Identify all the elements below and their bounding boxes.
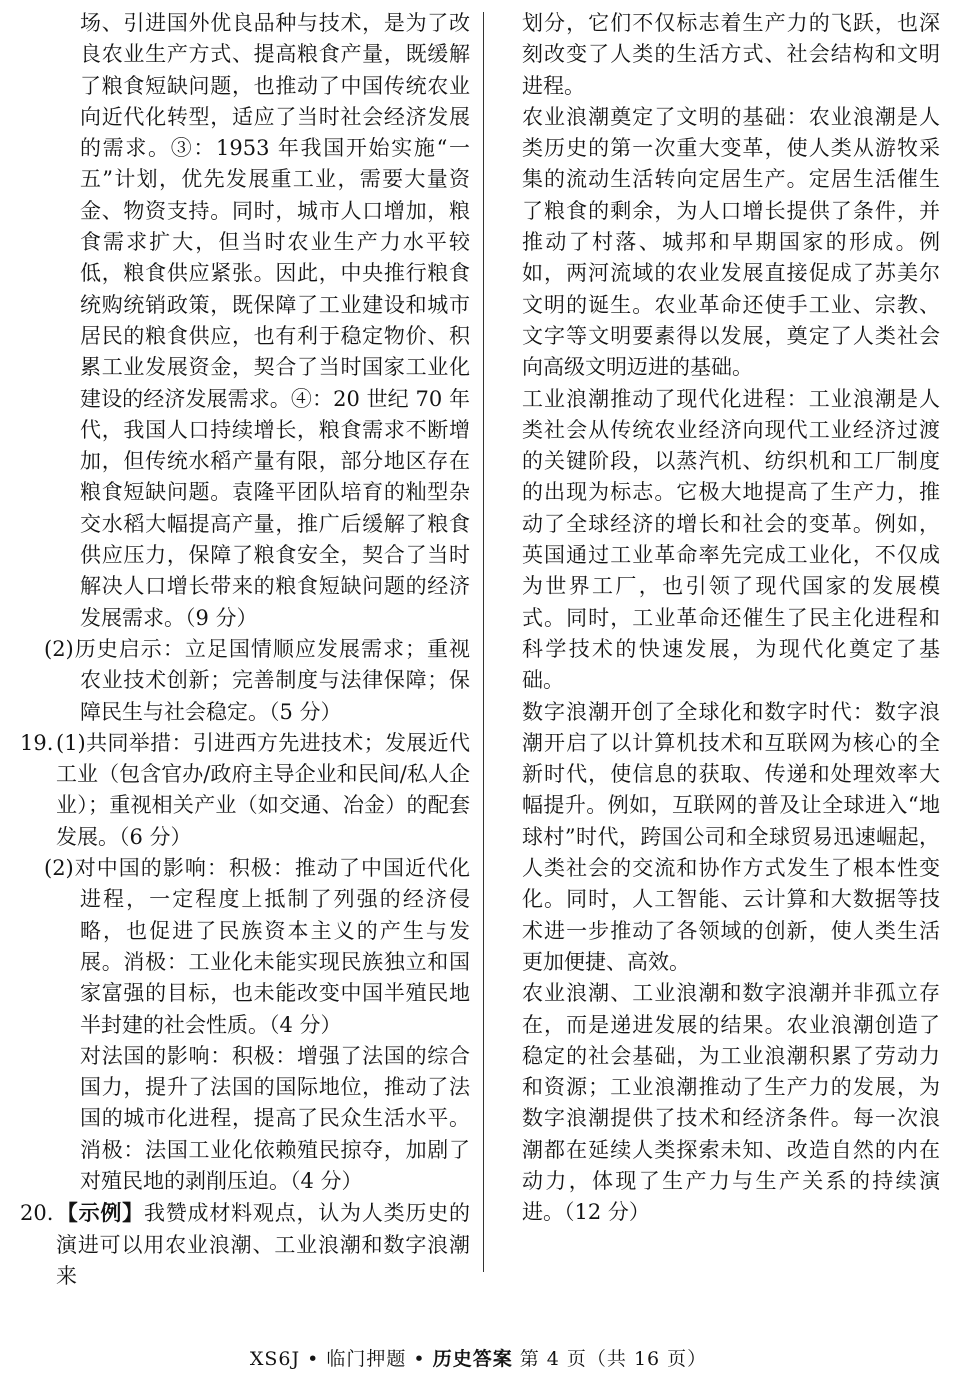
footer-subject: 历史答案 bbox=[432, 1348, 513, 1370]
answer-paragraph: 场、引进国外优良品种与技术，是为了改良农业生产方式、提高粮食产量，既缓解了粮食短缺问题，也推动了中国传统农业向近代化转型，适应了当时社会经济发展的需求。③：1953 年我国开始实施“一五”计划，优先发展重工业，需要大量资金、物资支持。同时，城市人口增加，粮食需求扩大，但当时农业生产力水平较低，粮食供应紧张。因此，中央推行粮食统购统销政策，既保障了工业建设和城市居民的粮食供应，也有利于稳定物价、积累工业发展资金，契合了当时国家工业化建设的经济发展需求。④：20 世纪 70 年代，我国人口持续增长，粮食需求不断增加，但传统水稻产量有限，部分地区存在粮食短缺问题。袁隆平团队培育的籼型杂交水稻大幅提高产量，推广后缓解了粮食供应压力，保障了粮食安全，契合了当时解决人口增长带来的粮食短缺问题的经济发展需求。（9 分） bbox=[80, 11, 470, 630]
left-column bbox=[20, 8, 470, 1292]
page-footer bbox=[0, 1344, 957, 1371]
right-column bbox=[522, 8, 940, 1229]
footer-series: 临门押题 bbox=[326, 1348, 407, 1370]
answer-paragraph: (2)对中国的影响：积极：推动了中国近代化进程，一定程度上抵制了列强的经济侵略，也促进了民族资本主义的产生与发展。消极：工业化未能实现民族独立和国家富强的目标，也未能改变中国半殖民地半封建的社会性质。（4 分） bbox=[44, 856, 470, 1037]
answer-paragraph: (2)历史启示：立足国情顺应发展需求；重视农业技术创新；完善制度与法律保障；保障民生与社会稳定。（5 分） bbox=[44, 636, 470, 724]
answer-paragraph: 对法国的影响：积极：增强了法国的综合国力，提升了法国的国际地位，推动了法国的城市化进程，提高了民众生活水平。消极：法国工业化依赖殖民掠夺，加剧了对殖民地的剥削压迫。（4 分） bbox=[80, 1043, 470, 1193]
answer-paragraph: 工业浪潮推动了现代化进程：工业浪潮是人类社会从传统农业经济向现代工业经济过渡的关键阶段，以蒸汽机、纺织机和工厂制度的出现为标志。它极大地提高了生产力，推动了全球经济的增长和社会的变革。例如，英国通过工业革命率先完成工业化，不仅成为世界工厂，也引领了现代国家的发展模式。同时，工业革命还催生了民主化进程和科学技术的快速发展，为现代化奠定了基础。 bbox=[522, 386, 940, 693]
column-divider bbox=[483, 12, 484, 1272]
example-tag: 【示例】 bbox=[56, 1200, 144, 1226]
answer-paragraph: 农业浪潮、工业浪潮和数字浪潮并非孤立存在，而是递进发展的结果。农业浪潮创造了稳定的社会基础，为工业浪潮积累了劳动力和资源；工业浪潮推动了生产力的发展，为数字浪潮提供了技术和经济条件。每一次浪潮都在延续人类探索未知、改造自然的内在动力，体现了生产力与生产关系的持续演进。（12 分） bbox=[522, 981, 940, 1225]
answer-paragraph: 数字浪潮开创了全球化和数字时代：数字浪潮开启了以计算机技术和互联网为核心的全新时代，使信息的获取、传递和处理效率大幅提升。例如，互联网的普及让全球进入“地球村”时代，跨国公司和全球贸易迅速崛起，人类社会的交流和协作方式发生了根本性变化。同时，人工智能、云计算和大数据等技术进一步推动了各领域的创新，使人类生活更加便捷、高效。 bbox=[522, 699, 940, 974]
footer-separator: • bbox=[300, 1348, 327, 1370]
answer-text: (1)共同举措：引进西方先进技术；发展近代工业（包含官办/政府主导企业和民间/私人企业）；重视相关产业（如交通、冶金）的配套发展。（6 分） bbox=[56, 730, 470, 849]
footer-separator: • bbox=[406, 1348, 433, 1370]
question-number: 19. bbox=[20, 730, 54, 755]
footer-page-number: 第 4 页（共 16 页） bbox=[512, 1348, 708, 1370]
question-number: 20. bbox=[20, 1201, 54, 1226]
answer-text: 我赞成材料观点，认为人类历史的演进可以用农业浪潮、工业浪潮和数字浪潮来 bbox=[56, 1201, 471, 1288]
answer-paragraph: 划分，它们不仅标志着生产力的飞跃，也深刻改变了人类的生活方式、社会结构和文明进程。 bbox=[522, 11, 940, 98]
question-19-part-1 bbox=[20, 728, 470, 853]
answer-paragraph: 农业浪潮奠定了文明的基础：农业浪潮是人类历史的第一次重大变革，使人类从游牧采集的流动生活转向定居生产。定居生活催生了粮食的剩余，为人口增长提供了条件，并推动了村落、城邦和早期国家的形成。例如，两河流域的农业发展直接促成了苏美尔文明的诞生。农业革命还使手工业、宗教、文字等文明要素得以发展，奠定了人类社会向高级文明迈进的基础。 bbox=[522, 104, 940, 380]
question-20 bbox=[20, 1197, 470, 1292]
footer-code: XS6J bbox=[249, 1348, 301, 1370]
